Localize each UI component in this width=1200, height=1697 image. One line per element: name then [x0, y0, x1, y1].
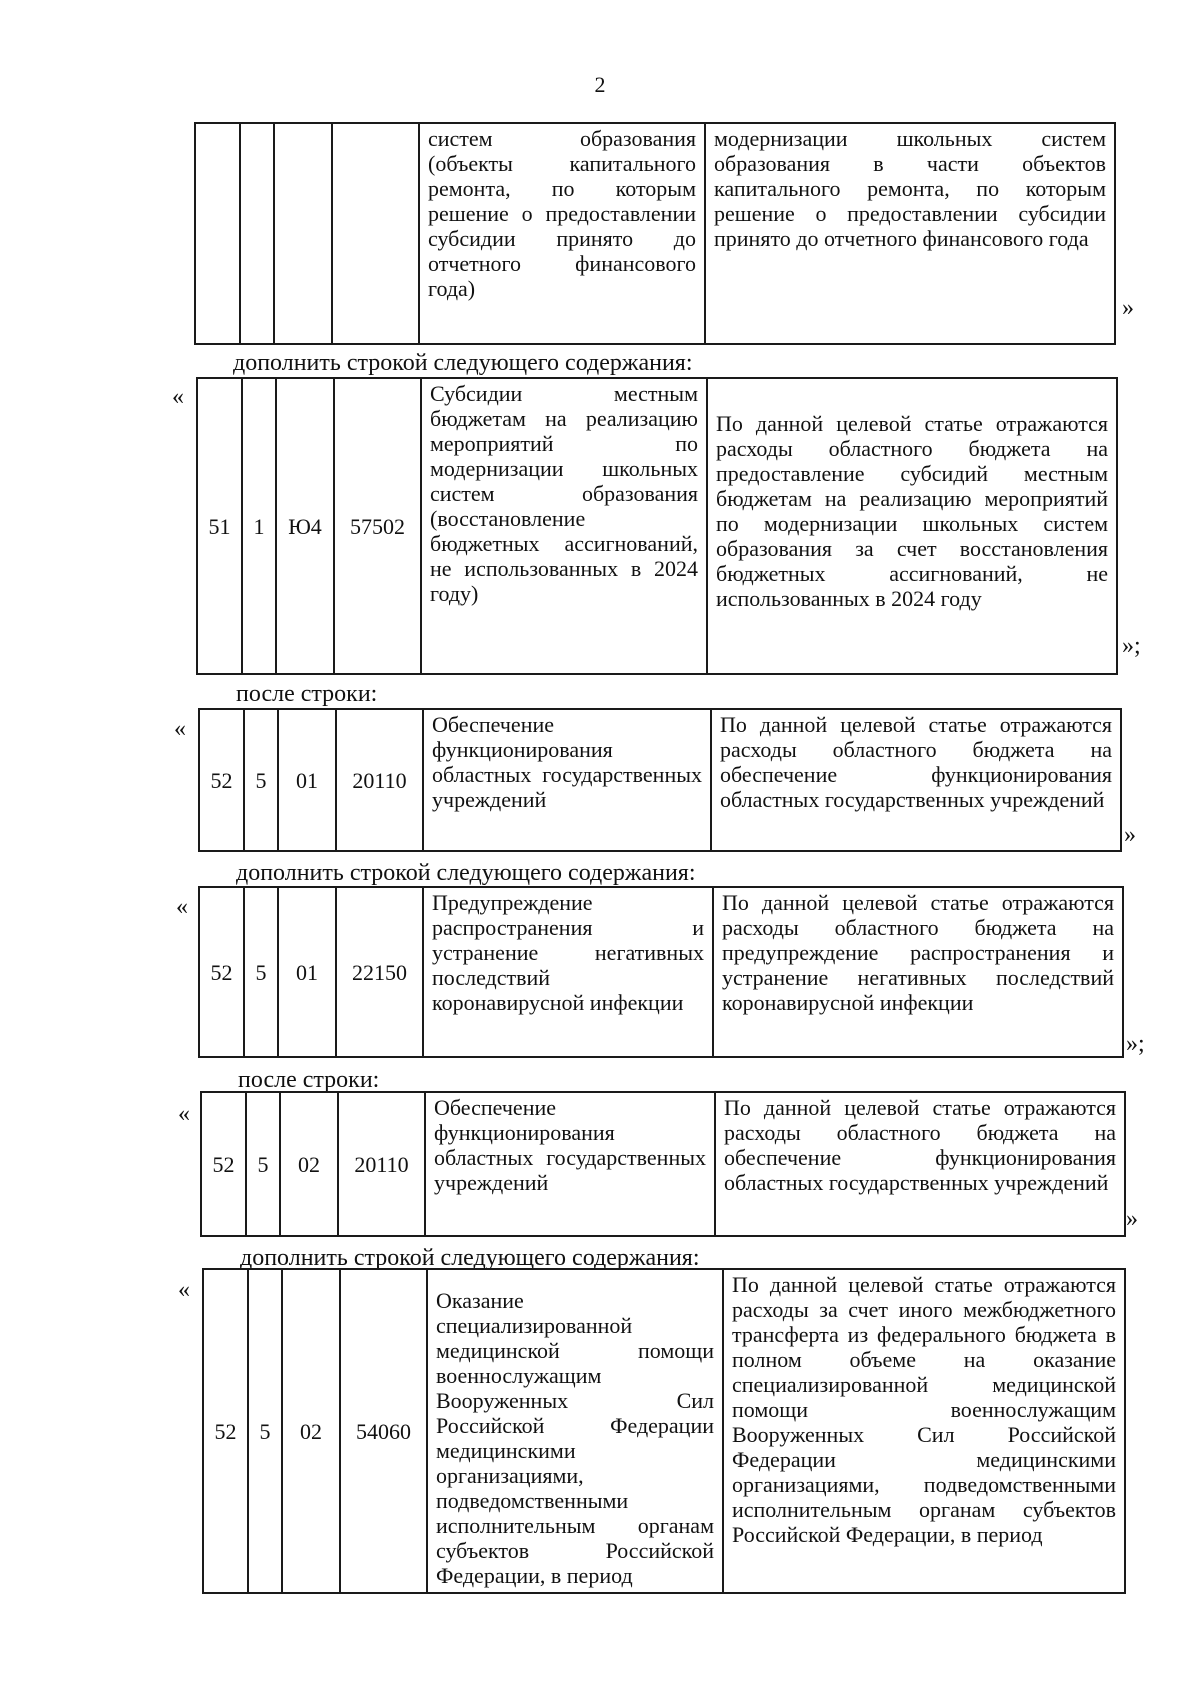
budget-table-new-row [196, 377, 1118, 675]
closing-quote: »; [1126, 1031, 1145, 1057]
code-cell-1: 52 [199, 709, 244, 851]
budget-table-new-row [198, 886, 1124, 1058]
article-name-cell: Оказание специализированной медицинской помощи военнослужащим Вооруженных Сил Российской Федерации медицинскими организациями, подведомственными исполнительным органам субъектов Российской Федерации, в период [427, 1269, 723, 1593]
code-cell-4: 22150 [336, 887, 423, 1057]
table-row [195, 123, 1115, 344]
code-cell-1: 52 [201, 1092, 246, 1236]
opening-quote: « [178, 1101, 190, 1127]
opening-quote: « [178, 1277, 190, 1303]
budget-table-continuation [194, 122, 1116, 345]
table-row [201, 1092, 1125, 1236]
instruction-caption: дополнить строкой следующего содержания: [233, 350, 693, 376]
code-cell-3: 02 [282, 1269, 340, 1593]
instruction-caption: после строки: [236, 681, 378, 707]
code-cell-2 [240, 123, 274, 344]
article-description-cell: модернизации школьных систем образования в части объектов капитального ремонта, по которым решение о предоставлении субсидии принято до отчетного финансового года [705, 123, 1115, 344]
article-description-cell: По данной целевой статье отражаются расходы за счет иного межбюджетного трансферта из федерального бюджета в полном объеме на оказание специализированной медицинской помощи военнослужащим Вооруженных Сил Российской Федерации медицинскими организациями, подведомственными исполнительным органам субъектов Российской Федерации, в период [723, 1269, 1125, 1593]
code-cell-3: 02 [280, 1092, 338, 1236]
code-cell-1: 52 [199, 887, 244, 1057]
article-name-cell: Обеспечение функционирования областных государственных учреждений [423, 709, 711, 851]
closing-quote: » [1124, 822, 1136, 848]
code-cell-4: 20110 [338, 1092, 425, 1236]
code-cell-1: 52 [203, 1269, 248, 1593]
code-cell-2: 5 [244, 709, 278, 851]
code-cell-2: 5 [248, 1269, 282, 1593]
opening-quote: « [176, 894, 188, 920]
closing-quote: » [1122, 295, 1134, 321]
code-cell-3 [274, 123, 332, 344]
opening-quote: « [174, 716, 186, 742]
opening-quote: « [172, 384, 184, 410]
code-cell-1: 51 [197, 378, 242, 674]
budget-table-new-row [202, 1268, 1126, 1594]
article-description-cell: По данной целевой статье отражаются расходы областного бюджета на предоставление субсидий местным бюджетам на реализацию мероприятий по модернизации школьных систем образования за счет восстановления бюджетных ассигнований, не использованных в 2024 году [707, 378, 1117, 674]
page-number: 2 [594, 72, 606, 97]
code-cell-2: 1 [242, 378, 276, 674]
budget-table-existing-row [198, 708, 1122, 852]
code-cell-1 [195, 123, 240, 344]
budget-table-existing-row [200, 1091, 1126, 1237]
article-description-cell: По данной целевой статье отражаются расходы областного бюджета на обеспечение функционирования областных государственных учреждений [715, 1092, 1125, 1236]
article-description-cell: По данной целевой статье отражаются расходы областного бюджета на предупреждение распространения и устранение негативных последствий коронавирусной инфекции [713, 887, 1123, 1057]
code-cell-4: 57502 [334, 378, 421, 674]
table-row [203, 1269, 1125, 1593]
closing-quote: » [1126, 1206, 1138, 1232]
article-name-cell: Обеспечение функционирования областных государственных учреждений [425, 1092, 715, 1236]
table-row [197, 378, 1117, 674]
closing-quote: »; [1122, 633, 1141, 659]
article-name-cell: Субсидии местным бюджетам на реализацию мероприятий по модернизации школьных систем образования (восстановление бюджетных ассигнований, не использованных в 2024 году) [421, 378, 707, 674]
code-cell-4: 54060 [340, 1269, 427, 1593]
article-name-cell: Предупреждение распространения и устранение негативных последствий коронавирусной инфекции [423, 887, 713, 1057]
instruction-caption: дополнить строкой следующего содержания: [236, 860, 696, 886]
article-description-cell: По данной целевой статье отражаются расходы областного бюджета на обеспечение функционирования областных государственных учреждений [711, 709, 1121, 851]
code-cell-4 [332, 123, 419, 344]
code-cell-2: 5 [244, 887, 278, 1057]
table-row [199, 709, 1121, 851]
table-row [199, 887, 1123, 1057]
code-cell-3: 01 [278, 709, 336, 851]
code-cell-3: 01 [278, 887, 336, 1057]
instruction-caption: дополнить строкой следующего содержания: [240, 1245, 700, 1271]
code-cell-4: 20110 [336, 709, 423, 851]
article-name-cell: систем образования (объекты капитального ремонта, по которым решение о предоставлении субсидии принято до отчетного финансового года) [419, 123, 705, 344]
instruction-caption: после строки: [238, 1067, 380, 1093]
code-cell-3: Ю4 [276, 378, 334, 674]
code-cell-2: 5 [246, 1092, 280, 1236]
